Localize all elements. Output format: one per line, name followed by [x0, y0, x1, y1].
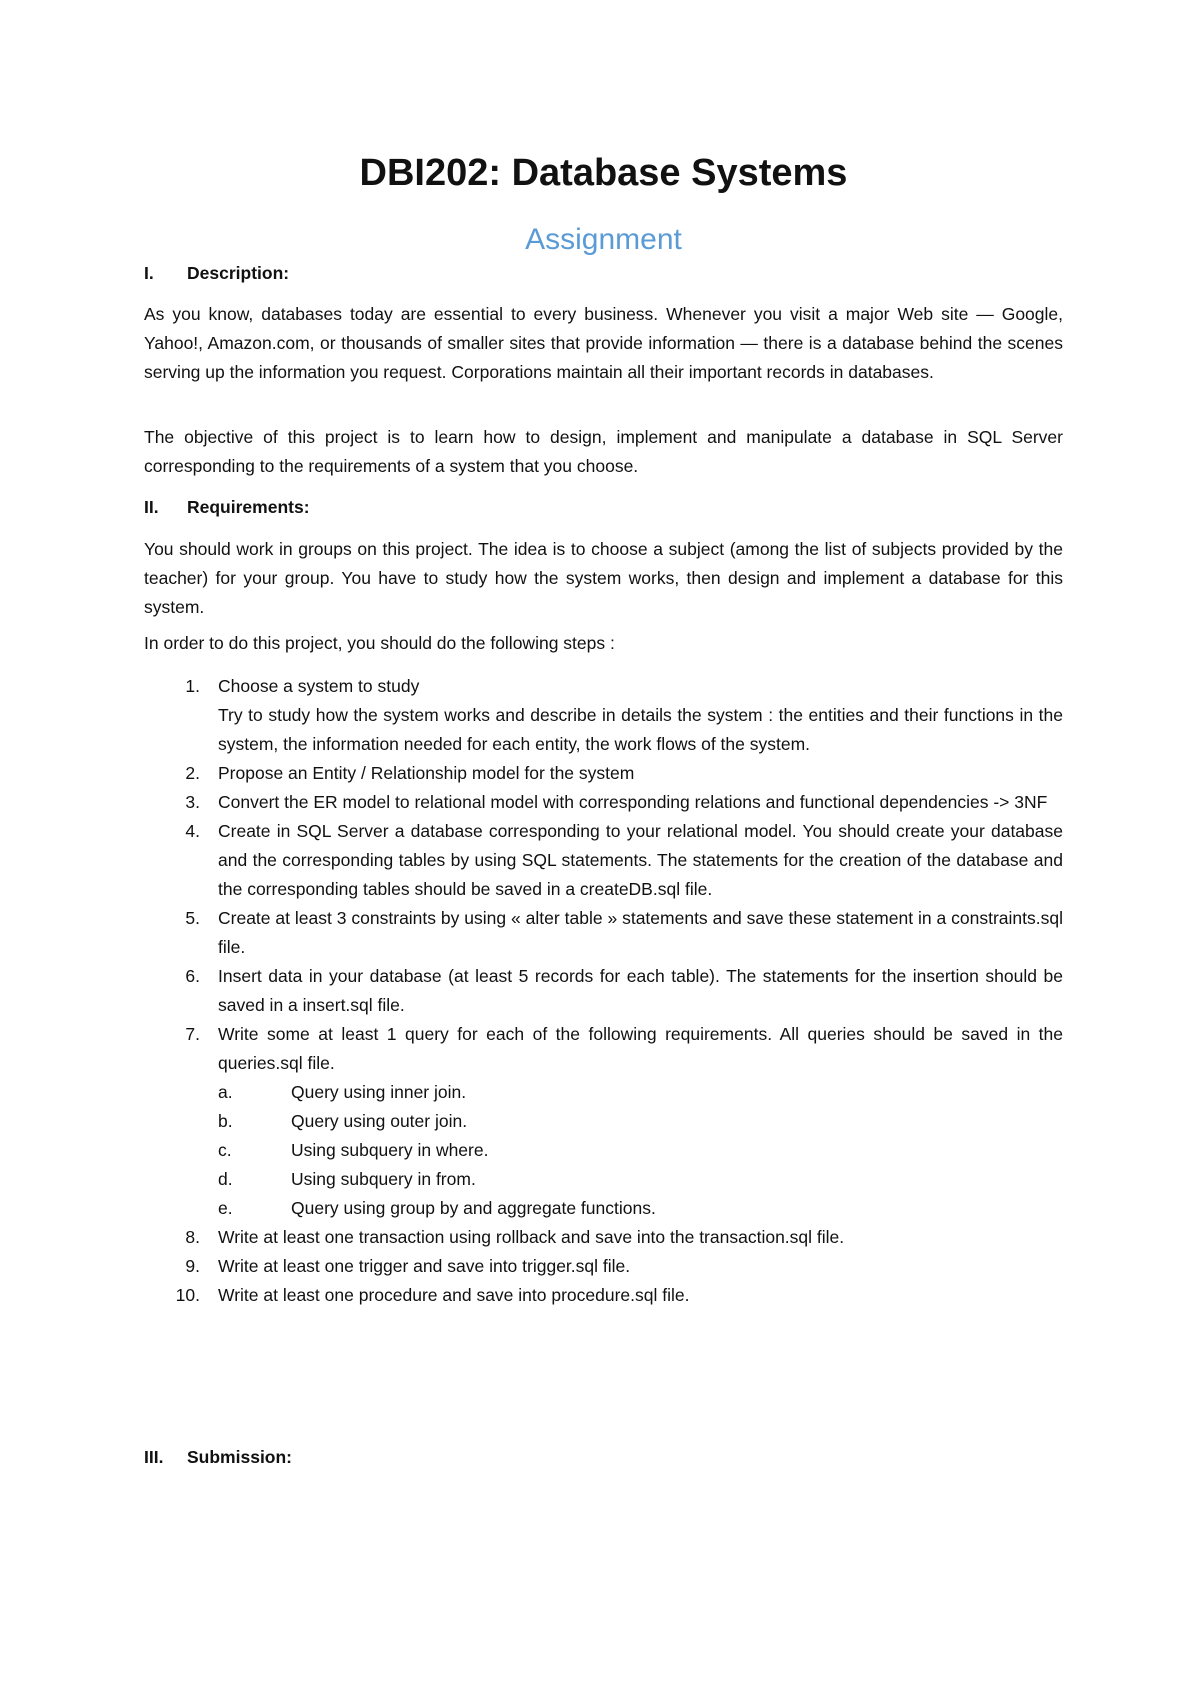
- section-number: III.: [144, 1447, 164, 1467]
- sub-list-item: [218, 1165, 1063, 1194]
- sub-list-item: [218, 1136, 1063, 1165]
- step-number: 4.: [185, 821, 200, 841]
- section-title: Submission:: [187, 1447, 293, 1467]
- step-text: Insert data in your database (at least 5 records for each table). The statements for the insertion should be saved in a insert.sql file.: [218, 966, 1063, 1015]
- step-text: Write at least one transaction using rollback and save into the transaction.sql file.: [218, 1227, 845, 1247]
- description-paragraph-2: The objective of this project is to learn how to design, implement and manipulate a database in SQL Server corresponding to the requirements of a system that you choose.: [144, 427, 1063, 476]
- step-text: Write at least one procedure and save into procedure.sql file.: [218, 1285, 690, 1305]
- list-item: [144, 788, 1063, 817]
- list-item: [144, 1223, 1063, 1252]
- sub-list-item: [218, 1194, 1063, 1223]
- step-number: 3.: [185, 792, 200, 812]
- step-number: 9.: [185, 1256, 200, 1276]
- sub-step-letter: c.: [218, 1140, 232, 1160]
- step-number: 7.: [185, 1024, 200, 1044]
- sub-list-item: [218, 1078, 1063, 1107]
- step-number: 1.: [185, 676, 200, 696]
- section-number: II.: [144, 497, 159, 517]
- step-number: 8.: [185, 1227, 200, 1247]
- list-item: [144, 962, 1063, 1020]
- document-subtitle: Assignment: [525, 223, 682, 256]
- step-number: 5.: [185, 908, 200, 928]
- sub-step-text: Query using outer join.: [291, 1111, 468, 1131]
- step-text: Create at least 3 constraints by using « alter table » statements and save these statement in a constraints.sql file.: [218, 908, 1063, 957]
- step-detail: Try to study how the system works and describe in details the system : the entities and their functions in the system, the information needed for each entity, the work flows of the system.: [218, 705, 1063, 754]
- query-sublist: [218, 1078, 1063, 1223]
- list-item: [144, 817, 1063, 904]
- step-number: 6.: [185, 966, 200, 986]
- step-number: 2.: [185, 763, 200, 783]
- list-item: [144, 759, 1063, 788]
- step-text: Propose an Entity / Relationship model for the system: [218, 763, 635, 783]
- document-title: DBI202: Database Systems: [359, 152, 848, 194]
- step-text: Write at least one trigger and save into trigger.sql file.: [218, 1256, 631, 1276]
- sub-step-text: Query using group by and aggregate functions.: [291, 1198, 656, 1218]
- list-item: [144, 904, 1063, 962]
- requirements-paragraph-2: In order to do this project, you should do the following steps :: [144, 633, 615, 653]
- requirements-paragraph-1: You should work in groups on this project. The idea is to choose a subject (among the list of subjects provided by the teacher) for your group. You have to study how the system works, then design and implement a database for this system.: [144, 539, 1063, 617]
- steps-list: [144, 672, 1063, 1310]
- section-heading-submission: [144, 1443, 1063, 1472]
- section-heading-description: [144, 259, 1063, 288]
- step-text: Write some at least 1 query for each of the following requirements. All queries should be saved in the queries.sql file.: [218, 1024, 1063, 1073]
- list-item: [144, 1252, 1063, 1281]
- sub-step-letter: a.: [218, 1082, 233, 1102]
- section-heading-requirements: [144, 493, 1063, 522]
- sub-step-text: Query using inner join.: [291, 1082, 467, 1102]
- sub-step-letter: d.: [218, 1169, 233, 1189]
- list-item: [144, 1020, 1063, 1223]
- section-title: Requirements:: [187, 497, 310, 517]
- sub-step-letter: e.: [218, 1198, 233, 1218]
- step-text: Choose a system to study: [218, 676, 420, 696]
- step-text: Create in SQL Server a database corresponding to your relational model. You should create your database and the corresponding tables by using SQL statements. The statements for the creation of the database and the corresponding tables should be saved in a createDB.sql file.: [218, 821, 1063, 899]
- section-title: Description:: [187, 263, 290, 283]
- list-item: [144, 1281, 1063, 1310]
- description-paragraph-1: As you know, databases today are essential to every business. Whenever you visit a major Web site — Google, Yahoo!, Amazon.com, or thousands of smaller sites that provide information — there is a database behind the scenes serving up the information you request. Corporations maintain all their important records in databases.: [144, 304, 1063, 382]
- list-item: [144, 672, 1063, 759]
- sub-list-item: [218, 1107, 1063, 1136]
- sub-step-letter: b.: [218, 1111, 233, 1131]
- section-number: I.: [144, 263, 154, 283]
- sub-step-text: Using subquery in from.: [291, 1169, 476, 1189]
- sub-step-text: Using subquery in where.: [291, 1140, 489, 1160]
- step-number: 10.: [175, 1285, 200, 1305]
- step-text: Convert the ER model to relational model with corresponding relations and functional dependencies -> 3NF: [218, 792, 1048, 812]
